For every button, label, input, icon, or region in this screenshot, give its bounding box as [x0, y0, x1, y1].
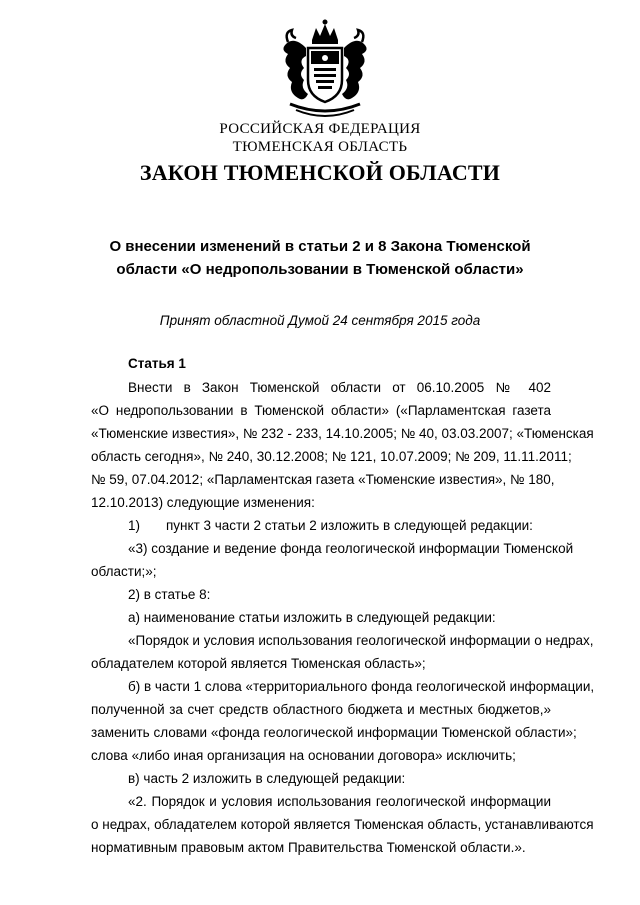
article-line: «Тюменские известия», № 232 - 233, 14.10.2005; № 40, 03.03.2007; «Тюменская — [91, 426, 594, 441]
article-line: «Порядок и условия использования геологической информации о недрах, — [128, 633, 594, 648]
article-line: заменить словами «фонда геологической информации Тюменской области»; — [91, 725, 577, 740]
article-line: «3) создание и ведение фонда геологической информации Тюменской — [128, 541, 574, 556]
article-line: 12.10.2013) следующие изменения: — [91, 495, 315, 510]
law-title-line-2: области «О недропользовании в Тюменской области» — [116, 261, 524, 278]
article-line: Внести в Закон Тюменской области от 06.10.2005 № 402 — [128, 380, 551, 395]
document-type-title: ЗАКОН ТЮМЕНСКОЙ ОБЛАСТИ — [139, 160, 501, 185]
law-title-line-1: О внесении изменений в статьи 2 и 8 Закона Тюменской — [109, 238, 531, 255]
article-line: пункт 3 части 2 статьи 2 изложить в следующей редакции: — [166, 518, 533, 533]
article-line: а) наименование статьи изложить в следующей редакции: — [128, 610, 496, 625]
article-line: в) часть 2 изложить в следующей редакции: — [128, 771, 406, 786]
article-line: нормативным правовым актом Правительства Тюменской области.». — [91, 840, 526, 855]
coat-of-arms-emblem — [270, 18, 380, 120]
header-country: РОССИЙСКАЯ ФЕДЕРАЦИЯ — [219, 121, 421, 137]
article-line: «О недропользовании в Тюменской области» («Парламентская газета — [91, 403, 551, 418]
article-line: № 59, 07.04.2012; «Парламентская газета «Тюменские известия», № 180, — [91, 472, 555, 487]
article-line: область сегодня», № 240, 30.12.2008; № 121, 10.07.2009; № 209, 11.11.2011; — [91, 449, 572, 464]
article-line: «2. Порядок и условия использования геологической информации — [128, 794, 551, 809]
article-heading: Статья 1 — [128, 356, 186, 371]
article-line: полученной за счет средств областного бюджета и местных бюджетов,» — [91, 702, 551, 717]
list-number: 1) — [128, 518, 141, 533]
article-line: о недрах, обладателем которой является Тюменская область, устанавливаются — [91, 817, 594, 832]
article-line: 2) в статье 8: — [128, 587, 211, 602]
article-line: слова «либо иная организация на основании договора» исключить; — [91, 748, 516, 763]
header-region: ТЮМЕНСКАЯ ОБЛАСТЬ — [232, 139, 408, 155]
article-line: обладателем которой является Тюменская область»; — [91, 656, 426, 671]
adoption-note: Принят областной Думой 24 сентября 2015 года — [159, 313, 481, 328]
article-line: области;»; — [91, 564, 157, 579]
article-line: б) в части 1 слова «территориального фонда геологической информации, — [128, 679, 595, 694]
